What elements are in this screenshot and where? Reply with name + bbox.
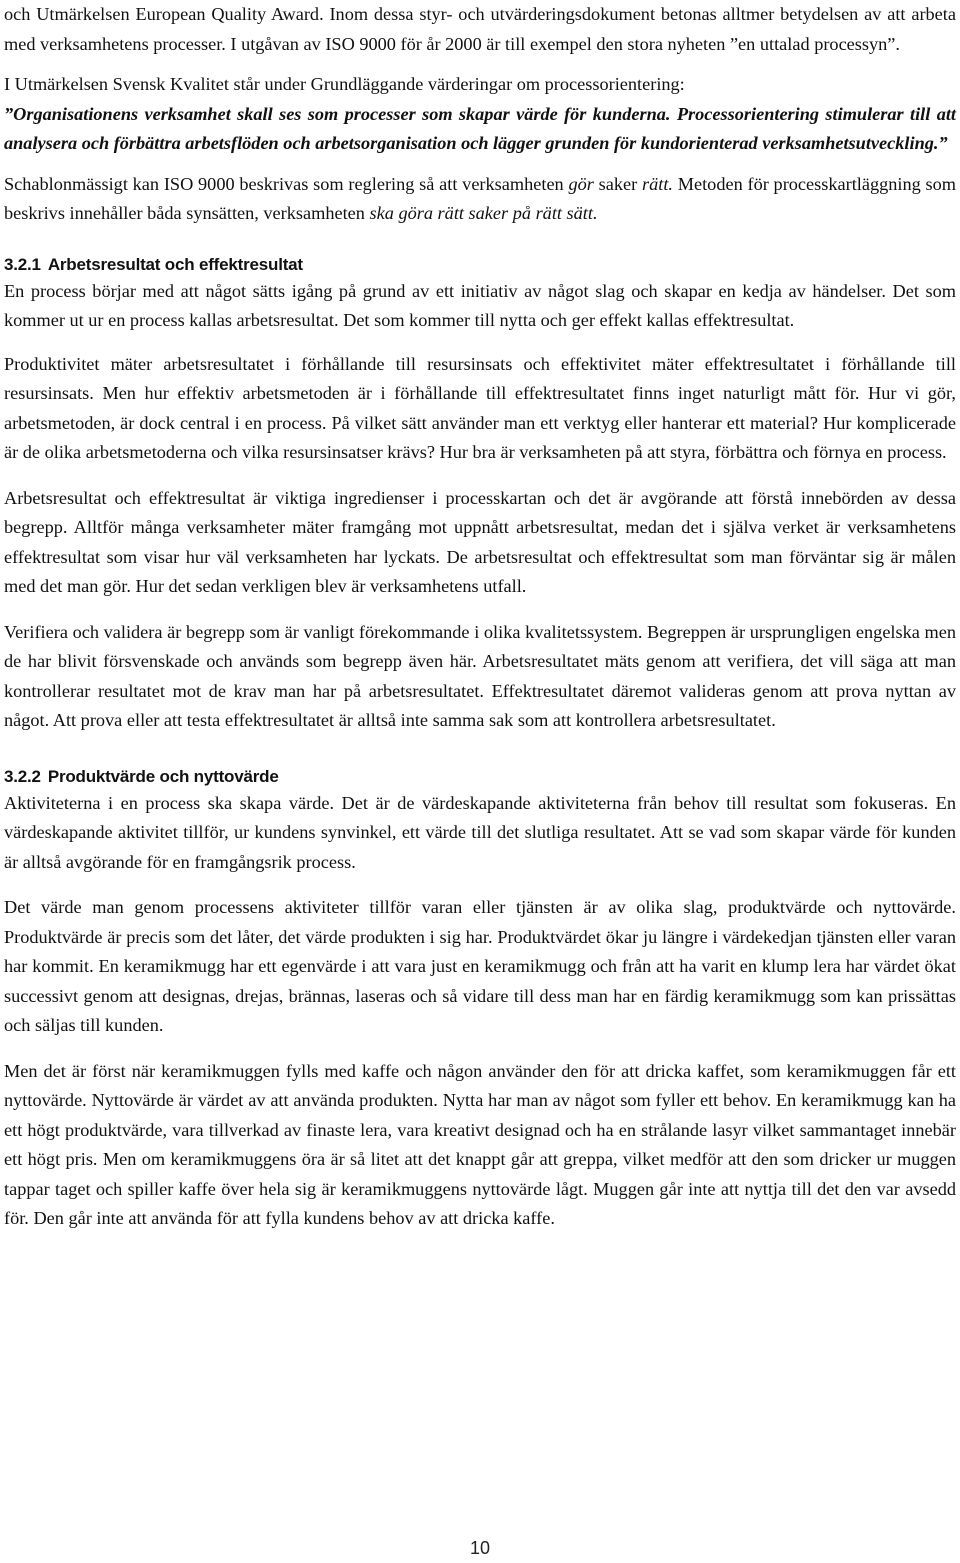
section-number: 3.2.2 [4,766,41,786]
document-page [4,0,956,1234]
schablon-emphasis-ratt: rätt. [641,173,673,194]
section-paragraph: En process börjar med att något sätts igång på grund av ett initiativ av något slag och skapar en kedja av händelser. Det som kommer ut ur en process kallas arbetsresultat. Det som kommer till nytta och ger effekt kallas effektresultat. [4,280,956,330]
section-paragraph: Arbetsresultat och effektresultat är viktiga ingredienser i processkartan och det är avgörande att förstå innebörden av dessa begrepp. Alltför många verksamheter mäter framgång mot uppnått arbetsresultat, medan det i själva verket är verksamhetens effektresultat som visar hur väl verksamheten har lyckats. De arbetsresultat och effektresultat som man förväntar sig är målen med det man gör. Hur det sedan verkligen blev är verksamhetens utfall. [4,487,956,596]
section-title: Arbetsresultat och effektresultat [47,254,303,274]
section-paragraph: Aktiviteterna i en process ska skapa värde. Det är de värdeskapande aktiviteterna från behov till resultat som fokuseras. En värdeskapande aktivitet tillför, ur kundens synvinkel, ett värde till det slutliga resultatet. Att se vad som skapar värde för kunden är alltså avgörande för en framgångsrik process. [4,792,956,872]
section-heading-3-2-2 [4,765,956,789]
svensk-kvalitet-paragraph [4,70,956,159]
section-paragraph: Verifiera och validera är begrepp som är vanligt förekommande i olika kvalitetssystem. Begreppen är ursprungligen engelska men de har blivit försvenskade och används som begrepp även här. Arbetsresultatet mäts genom att verifiera, det vill säga att man kontrollerar resultatet mot de krav man har på arbetsresultatet. Effektresultatet däremot valideras genom att prova nyttan av något. Att prova eller att testa effektresultatet är alltså inte samma sak som att kontrollera arbetsresultatet. [4,621,956,730]
section-title: Produktvärde och nyttovärde [47,766,279,786]
schablon-text-1: Schablonmässigt kan ISO 9000 beskrivas som reglering så att verksamheten [4,173,569,194]
section-heading-3-2-1 [4,253,956,277]
schablon-paragraph [4,170,956,229]
section-paragraph: Det värde man genom processens aktiviteter tillför varan eller tjänsten är av olika slag, produktvärde och nyttovärde. Produktvärde är precis som det låter, det värde produkten i sig har. Produktvärdet ökar ju längre i värdekedjan tjänsten eller varan har kommit. En keramikmugg har ett egenvärde i att vara just en keramikmugg och från att ha varit en klump lera har värdet ökat successivt genom att designas, drejas, brännas, laseras och så vidare till dess man har en färdig keramikmugg som kan prissättas och säljas till kunden. [4,897,956,1035]
page-number: 10 [469,1538,491,1558]
section-number: 3.2.1 [4,254,41,274]
schablon-text-2: saker [593,173,642,194]
processorientering-quote: ”Organisationens verksamhet skall ses som processer som skapar värde för kunderna. Processorientering stimulerar till att analysera och förbättra arbetsflöden och arbetsorganisation och lägger grunden för kundorienterad verksamhetsutveckling.” [4,103,956,153]
section-paragraph: Men det är först när keramikmuggen fylls med kaffe och någon använder den för att dricka kaffet, som keramikmuggen får ett nyttovärde. Nyttovärde är värdet av att använda produkten. Nytta har man av något som fyller ett behov. En keramikmugg kan ha ett högt produktvärde, vara tillverkad av finaste lera, vara kreativt designad och ha en strålande lasyr vilket sammantaget innebär ett högt pris. Men om keramikmuggens öra är så litet att det knappt går att greppa, vilket medför att den som dricker ur muggen tappar taget och spiller kaffe över hela sig är keramikmuggens nyttovärde lågt. Muggen går inte att nyttja till det den var avsedd för. Den går inte att använda för att fylla kundens behov av att dricka kaffe. [4,1060,956,1228]
schablon-emphasis-ratt-satt: ska göra rätt saker på rätt sätt. [369,203,598,223]
schablon-emphasis-gor: gör [568,173,594,194]
schablon-text-3: Metoden för processkartläggning som beskrivs innehåller båda synsätten, verksamheten [4,173,957,223]
svensk-kvalitet-lead: I Utmärkelsen Svensk Kvalitet står under Grundläggande värderingar om processorientering: [4,74,685,94]
section-paragraph: Produktivitet mäter arbetsresultatet i förhållande till resursinsats och effektivitet mäter effektresultatet i förhållande till resursinsats. Men hur effektiv arbetsmetoden är i förhållande till effektresultatet finns inget naturligt mått för. Hur vi gör, arbetsmetoden, är dock central i en process. På vilket sätt använder man ett verktyg eller hanterar ett material? Hur komplicerade är de olika arbetsmetoderna och vilka resursinsatser krävs? Hur bra är verksamheten på att styra, förbättra och förnya en process. [4,353,956,462]
intro-paragraph: och Utmärkelsen European Quality Award. Inom dessa styr- och utvärderingsdokument betonas alltmer betydelsen av att arbeta med verksamhetens processer. I utgåvan av ISO 9000 för år 2000 är till exempel den stora nyheten ”en uttalad processyn”. [4,4,956,54]
